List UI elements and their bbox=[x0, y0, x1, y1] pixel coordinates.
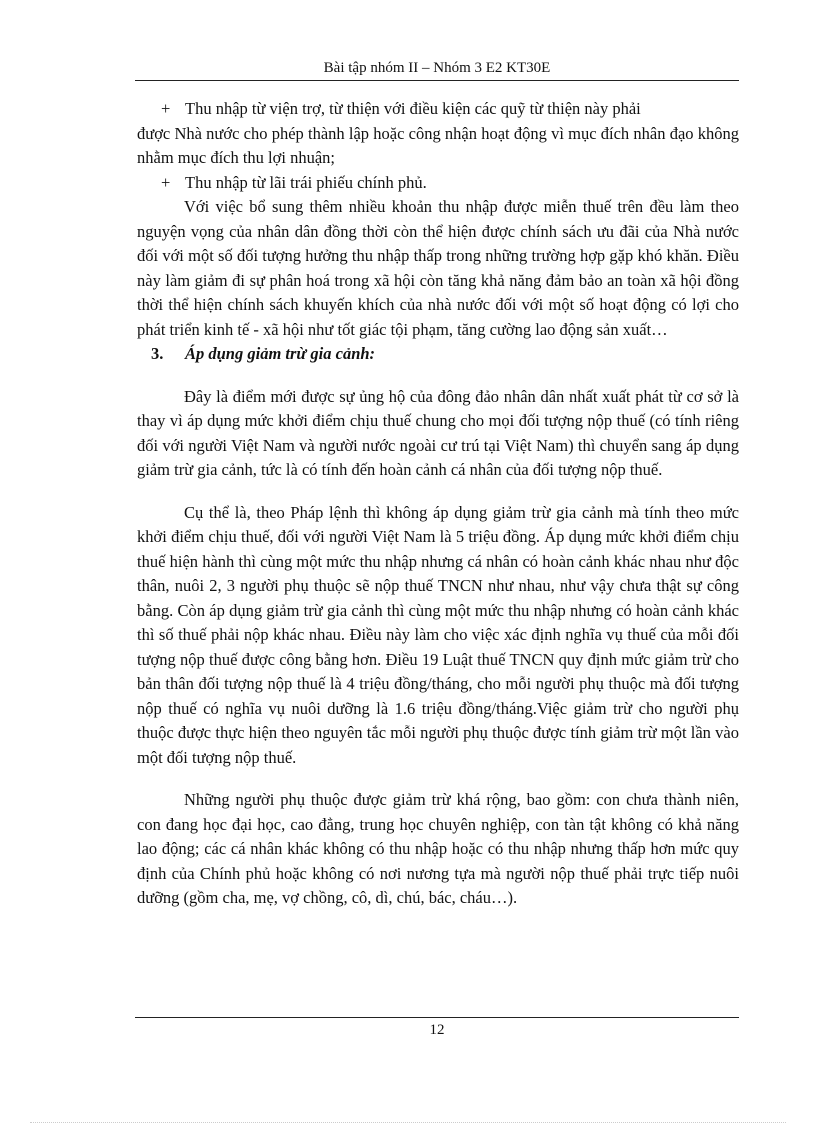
footer-divider bbox=[135, 1017, 739, 1018]
paragraph-dependents: Những người phụ thuộc được giảm trừ khá rộng, bao gồm: con chưa thành niên, con đang học đại học, cao đẳng, trung học chuyên nghiệp, con tàn tật không có khả năng lao động; các cá nhân khác không có thu nhập hoặc có thu nhập nhưng thấp hơn mức quy định của Chính phủ hoặc không có nơi nương tựa mà người nộp thuế phải trực tiếp nuôi dưỡng (gồm cha, mẹ, vợ chồng, cô, dì, chú, bác, cháu…). bbox=[137, 790, 739, 907]
bullet-text: Thu nhập từ lãi trái phiếu chính phủ. bbox=[185, 172, 427, 192]
bullet-continuation: được Nhà nước cho phép thành lập hoặc công nhận hoạt động vì mục đích nhân đạo không nhằm mục đích thu lợi nhuận; bbox=[137, 123, 739, 167]
header-divider bbox=[135, 80, 739, 81]
paragraph-specifics: Cụ thể là, theo Pháp lệnh thì không áp dụng giảm trừ gia cảnh mà tính theo mức khởi điểm chịu thuế, đối với người Việt Nam là 5 triệu đồng. Áp dụng mức khởi điểm chịu thuế hiện hành thì cùng một mức thu nhập nhưng cá nhân có hoàn cảnh khác nhau như độc thân, nuôi 2, 3 người phụ thuộc sẽ nộp thuế TNCN như nhau, như vậy chưa thật sự công bằng. Còn áp dụng giảm trừ gia cảnh thì cùng một mức thu nhập nhưng có hoàn cảnh khác thì số thuế phải nộp khác nhau. Điều này làm cho việc xác định nghĩa vụ thuế của mỗi đối tượng nộp thuế được công bằng hơn. Điều 19 Luật thuế TNCN quy định mức giảm trừ cho bản thân đối tượng nộp thuế là 4 triệu đồng/tháng, cho mỗi người phụ thuộc mà đối tượng nộp thuế có nghĩa vụ nuôi dưỡng là 1.6 triệu đồng/tháng.Việc giảm trừ cho người phụ thuộc được thực hiện theo nguyên tắc mỗi người phụ thuộc được tính giảm trừ một lần vào một đối tượng nộp thuế. bbox=[137, 502, 739, 767]
section-title: Áp dụng giảm trừ gia cảnh: bbox=[185, 344, 376, 363]
section-number: 3. bbox=[151, 344, 164, 363]
paragraph-exemptions: Với việc bổ sung thêm nhiều khoản thu nhập được miễn thuế trên đều làm theo nguyện vọng của nhân dân đồng thời còn thể hiện được chính sách ưu đãi của Nhà nước đối với một số đối tượng hưởng thu nhập thấp trong những trường hợp gặp khó khăn. Điều này làm giảm đi sự phân hoá trong xã hội còn tăng khả năng đảm bảo an toàn xã hội đồng thời thể hiện chính sách khuyến khích của nhà nước đối với một số hoạt động có lợi cho phát triển kinh tế - xã hội như tốt giác tội phạm, tăng cường lao động sản xuất… bbox=[137, 197, 739, 339]
bullet-mark: + bbox=[161, 172, 171, 192]
bullet-mark: + bbox=[161, 99, 171, 118]
page-number: 12 bbox=[429, 1022, 445, 1038]
document-body bbox=[137, 97, 739, 911]
section-heading bbox=[137, 342, 739, 367]
bullet-item-bonds bbox=[137, 171, 739, 196]
bullet-item-charity bbox=[137, 97, 739, 122]
page-header: Bài tập nhóm II – Nhóm 3 E2 KT30E bbox=[323, 60, 551, 76]
bullet-text: Thu nhập từ viện trợ, từ thiện với điều kiện các quỹ từ thiện này phải bbox=[185, 99, 641, 118]
paragraph-new-point: Đây là điểm mới được sự ủng hộ của đông đảo nhân dân nhất xuất phát từ cơ sở là thay vì áp dụng mức khởi điểm chịu thuế chung cho mọi đối tượng nộp thuế (có tính riêng đối với người Việt Nam và người nước ngoài cư trú tại Việt Nam) thì chuyển sang áp dụng giảm trừ gia cảnh, tức là có tính đến hoàn cảnh cá nhân của đối tượng nộp thuế. bbox=[137, 386, 739, 479]
